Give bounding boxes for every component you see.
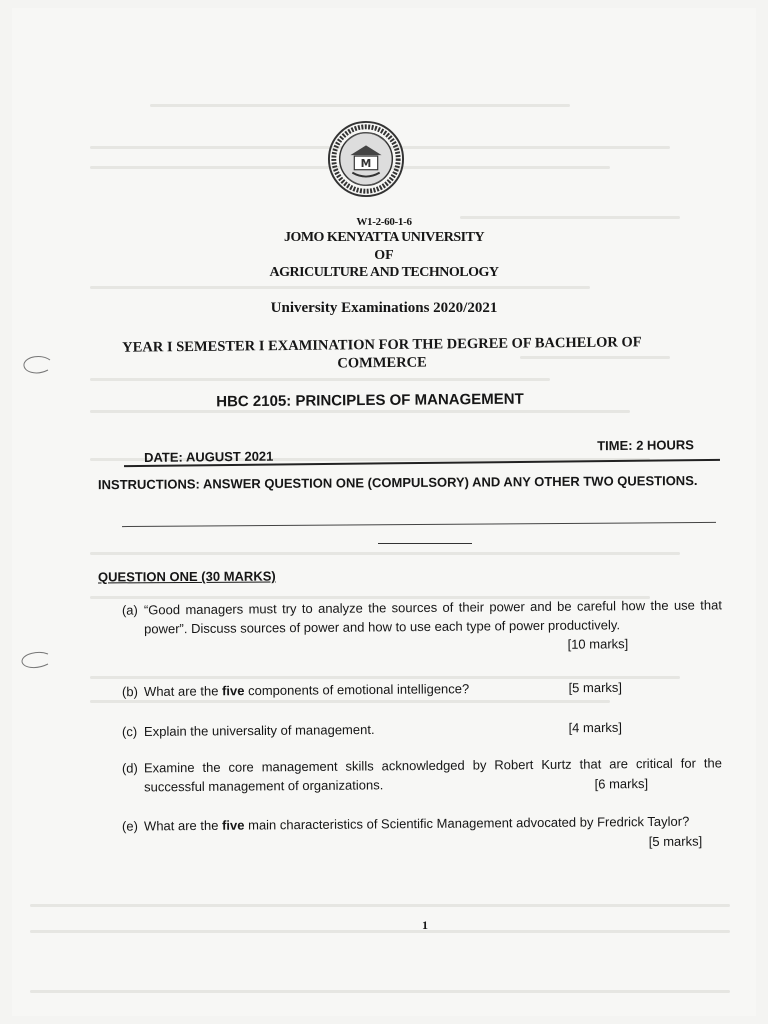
part-text: Explain the universality of management. xyxy=(143,721,375,739)
exam-duration: TIME: 2 HOURS xyxy=(597,437,695,454)
part-text: Examine the core management skills acknowledged by Robert Kurtz that are critical for the successful management of organizations. xyxy=(143,755,722,795)
part-marks: [10 marks] xyxy=(567,636,629,652)
text-segment: components of emotional intelligence? xyxy=(244,681,470,699)
university-name-line3: AGRICULTURE AND TECHNOLOGY xyxy=(269,265,499,280)
part-label: (e) xyxy=(121,818,138,834)
question-part-a xyxy=(121,595,722,652)
university-seal-icon xyxy=(327,120,405,198)
part-marks: [6 marks] xyxy=(594,776,649,792)
examination-year: University Examinations 2020/2021 xyxy=(270,300,498,316)
part-marks: [4 marks] xyxy=(568,719,623,736)
svg-text:M: M xyxy=(360,156,372,170)
question-one-heading: QUESTION ONE (30 MARKS) xyxy=(97,568,276,585)
course-title: HBC 2105: PRINCIPLES OF MANAGEMENT xyxy=(216,390,524,411)
text-segment: main characteristics of Scientific Management advocated by Fredrick Taylor? xyxy=(244,813,690,833)
university-name-line1: JOMO KENYATTA UNIVERSITY xyxy=(283,230,485,245)
part-marks: [5 marks] xyxy=(568,679,623,696)
part-label: (a) xyxy=(121,602,138,618)
exam-code: W1-2-60-1-6 xyxy=(356,216,412,228)
divider xyxy=(378,543,472,544)
pen-mark-icon xyxy=(20,352,54,378)
part-label: (d) xyxy=(121,760,138,776)
degree-title: YEAR I SEMESTER I EXAMINATION FOR THE DEGREE OF BACHELOR OF COMMERCE xyxy=(122,334,642,372)
part-label: (c) xyxy=(121,724,138,740)
instructions: INSTRUCTIONS: ANSWER QUESTION ONE (COMPULSORY) AND ANY OTHER TWO QUESTIONS. xyxy=(97,472,698,493)
university-name-line2: OF xyxy=(374,248,394,263)
emphasis: five xyxy=(221,683,245,699)
text-segment: What are the xyxy=(143,817,223,834)
pen-mark-icon xyxy=(18,648,52,674)
text-segment: What are the xyxy=(143,683,223,699)
part-marks: [5 marks] xyxy=(648,833,703,850)
exam-date: DATE: AUGUST 2021 xyxy=(143,448,274,465)
emphasis: five xyxy=(221,817,245,833)
question-part-d xyxy=(122,753,722,796)
page-number: 1 xyxy=(422,918,428,932)
part-text: “Good managers must try to analyze the sources of their power and be careful how the use that power”. Discuss sources of power and how to use each type of power productively. xyxy=(143,597,722,637)
part-label: (b) xyxy=(121,684,138,700)
